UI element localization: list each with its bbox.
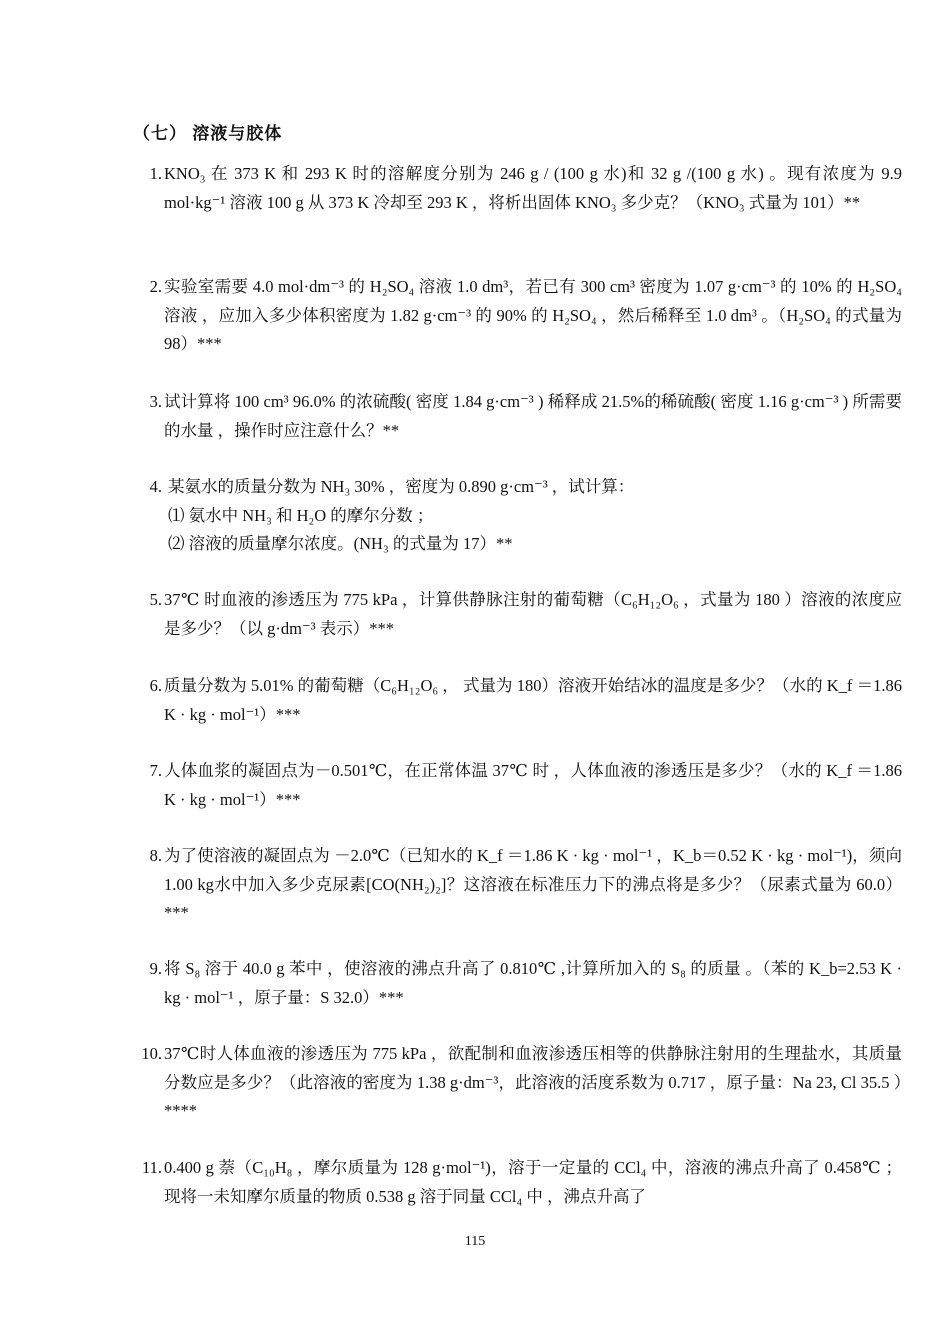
problem-number: 10. — [141, 1044, 162, 1063]
problem-number: 4. — [149, 477, 162, 496]
problem-5 — [130, 586, 902, 643]
problem-number: 11. — [141, 1158, 162, 1177]
problem-text: 为了使溶液的凝固点为 －2.0℃（已知水的 K_f ＝1.86 K · kg · mol⁻¹ ，K_b＝0.52 K · kg · mol⁻¹)，须向 1.00 kg水中加入多少克尿素[CO(NH₂)₂]？这溶液在标准压力下的沸点将是多少？（尿素式量为 60.0）*** — [164, 846, 902, 922]
problem-number: 1. — [149, 164, 162, 183]
problem-4 — [130, 473, 902, 559]
problem-line: 某氨水的质量分数为 NH₃ 30% ，密度为 0.890 g·cm⁻³ ，试计算： — [168, 477, 635, 496]
problem-number: 7. — [149, 761, 162, 780]
problem-9 — [130, 955, 902, 1012]
problem-10 — [130, 1040, 902, 1126]
problem-number: 6. — [149, 676, 162, 695]
problem-number: 9. — [149, 959, 162, 978]
problem-text: 实验室需要 4.0 mol·dm⁻³ 的 H₂SO₄ 溶液 1.0 dm³，若已有 300 cm³ 密度为 1.07 g·cm⁻³ 的 10% 的 H₂SO₄ 溶液 ，应加入多少体积密度为 1.82 g·cm⁻³ 的 90% 的 H₂SO₄ ，然后稀释至 1.0 dm³ 。（H₂SO₄ 的式量为 98）*** — [164, 277, 902, 353]
page-number: 115 — [464, 1234, 486, 1249]
problem-number: 8. — [149, 846, 162, 865]
problem-text: 人体血浆的凝固点为－0.501℃，在正常体温 37℃ 时 ，人体血液的渗透压是多少？（水的 K_f ＝1.86 K · kg · mol⁻¹）*** — [164, 761, 902, 809]
problem-6 — [130, 672, 902, 729]
sub-question-1: ⑴ 氨水中 NH₃ 和 H₂O 的摩尔分数 ； — [168, 505, 434, 525]
problem-text: 0.400 g 萘（C₁₀H₈ ，摩尔质量为 128 g·mol⁻¹)，溶于一定量的 CCl₄ 中，溶液的沸点升高了 0.458℃ ；现将一未知摩尔质量的物质 0.538 g 溶于同量 CCl₄ 中 ，沸点升高了 — [164, 1158, 902, 1206]
problem-2 — [130, 273, 902, 359]
sub-question-2: ⑵ 溶液的质量摩尔浓度。(NH₃ 的式量为 17）** — [168, 534, 513, 553]
problem-text: 37℃时人体血液的渗透压为 775 kPa ，欲配制和血液渗透压相等的供静脉注射用的生理盐水，其质量分数应是多少？（此溶液的密度为 1.38 g·dm⁻³，此溶液的活度系数为 0.717 ，原子量：Na 23, Cl 35.5 ）**** — [164, 1044, 902, 1120]
problem-text: 将 S₈ 溶于 40.0 g 苯中 ，使溶液的沸点升高了 0.810℃ ,计算所加入的 S₈ 的质量 。（苯的 K_b=2.53 K · kg · mol⁻¹ ，原子量：S 32.0）*** — [164, 959, 902, 1007]
problem-text: 37℃ 时血液的渗透压为 775 kPa ，计算供静脉注射的葡萄糖（C₆H₁₂O₆ ，式量为 180 ）溶液的浓度应是多少？（以 g·dm⁻³ 表示）*** — [164, 590, 902, 638]
problem-8 — [130, 842, 902, 928]
problem-text: 试计算将 100 cm³ 96.0% 的浓硫酸( 密度 1.84 g·cm⁻³ ) 稀释成 21.5%的稀硫酸( 密度 1.16 g·cm⁻³ ) 所需要的水量 ，操作时应注意什么？** — [164, 392, 902, 440]
problem-text — [164, 473, 902, 559]
problem-1 — [130, 160, 902, 217]
section-title: （七） 溶液与胶体 — [133, 124, 283, 143]
problem-text: 质量分数为 5.01% 的葡萄糖（C₆H₁₂O₆ ， 式量为 180）溶液开始结冰的温度是多少？（水的 K_f ＝1.86 K · kg · mol⁻¹）*** — [164, 676, 902, 724]
problem-number: 5. — [149, 590, 162, 609]
problem-7 — [130, 757, 902, 814]
problem-text: KNO₃ 在 373 K 和 293 K 时的溶解度分别为 246 g / (100 g 水)和 32 g /(100 g 水) 。现有浓度为 9.9 mol·kg⁻¹ 溶液 100 g 从 373 K 冷却至 293 K ，将析出固体 KNO₃ 多少克？（KNO₃ 式量为 101）** — [164, 164, 902, 212]
problem-11 — [130, 1154, 902, 1211]
problem-3 — [130, 388, 902, 445]
problem-number: 3. — [149, 392, 162, 411]
problem-number: 2. — [149, 277, 162, 296]
